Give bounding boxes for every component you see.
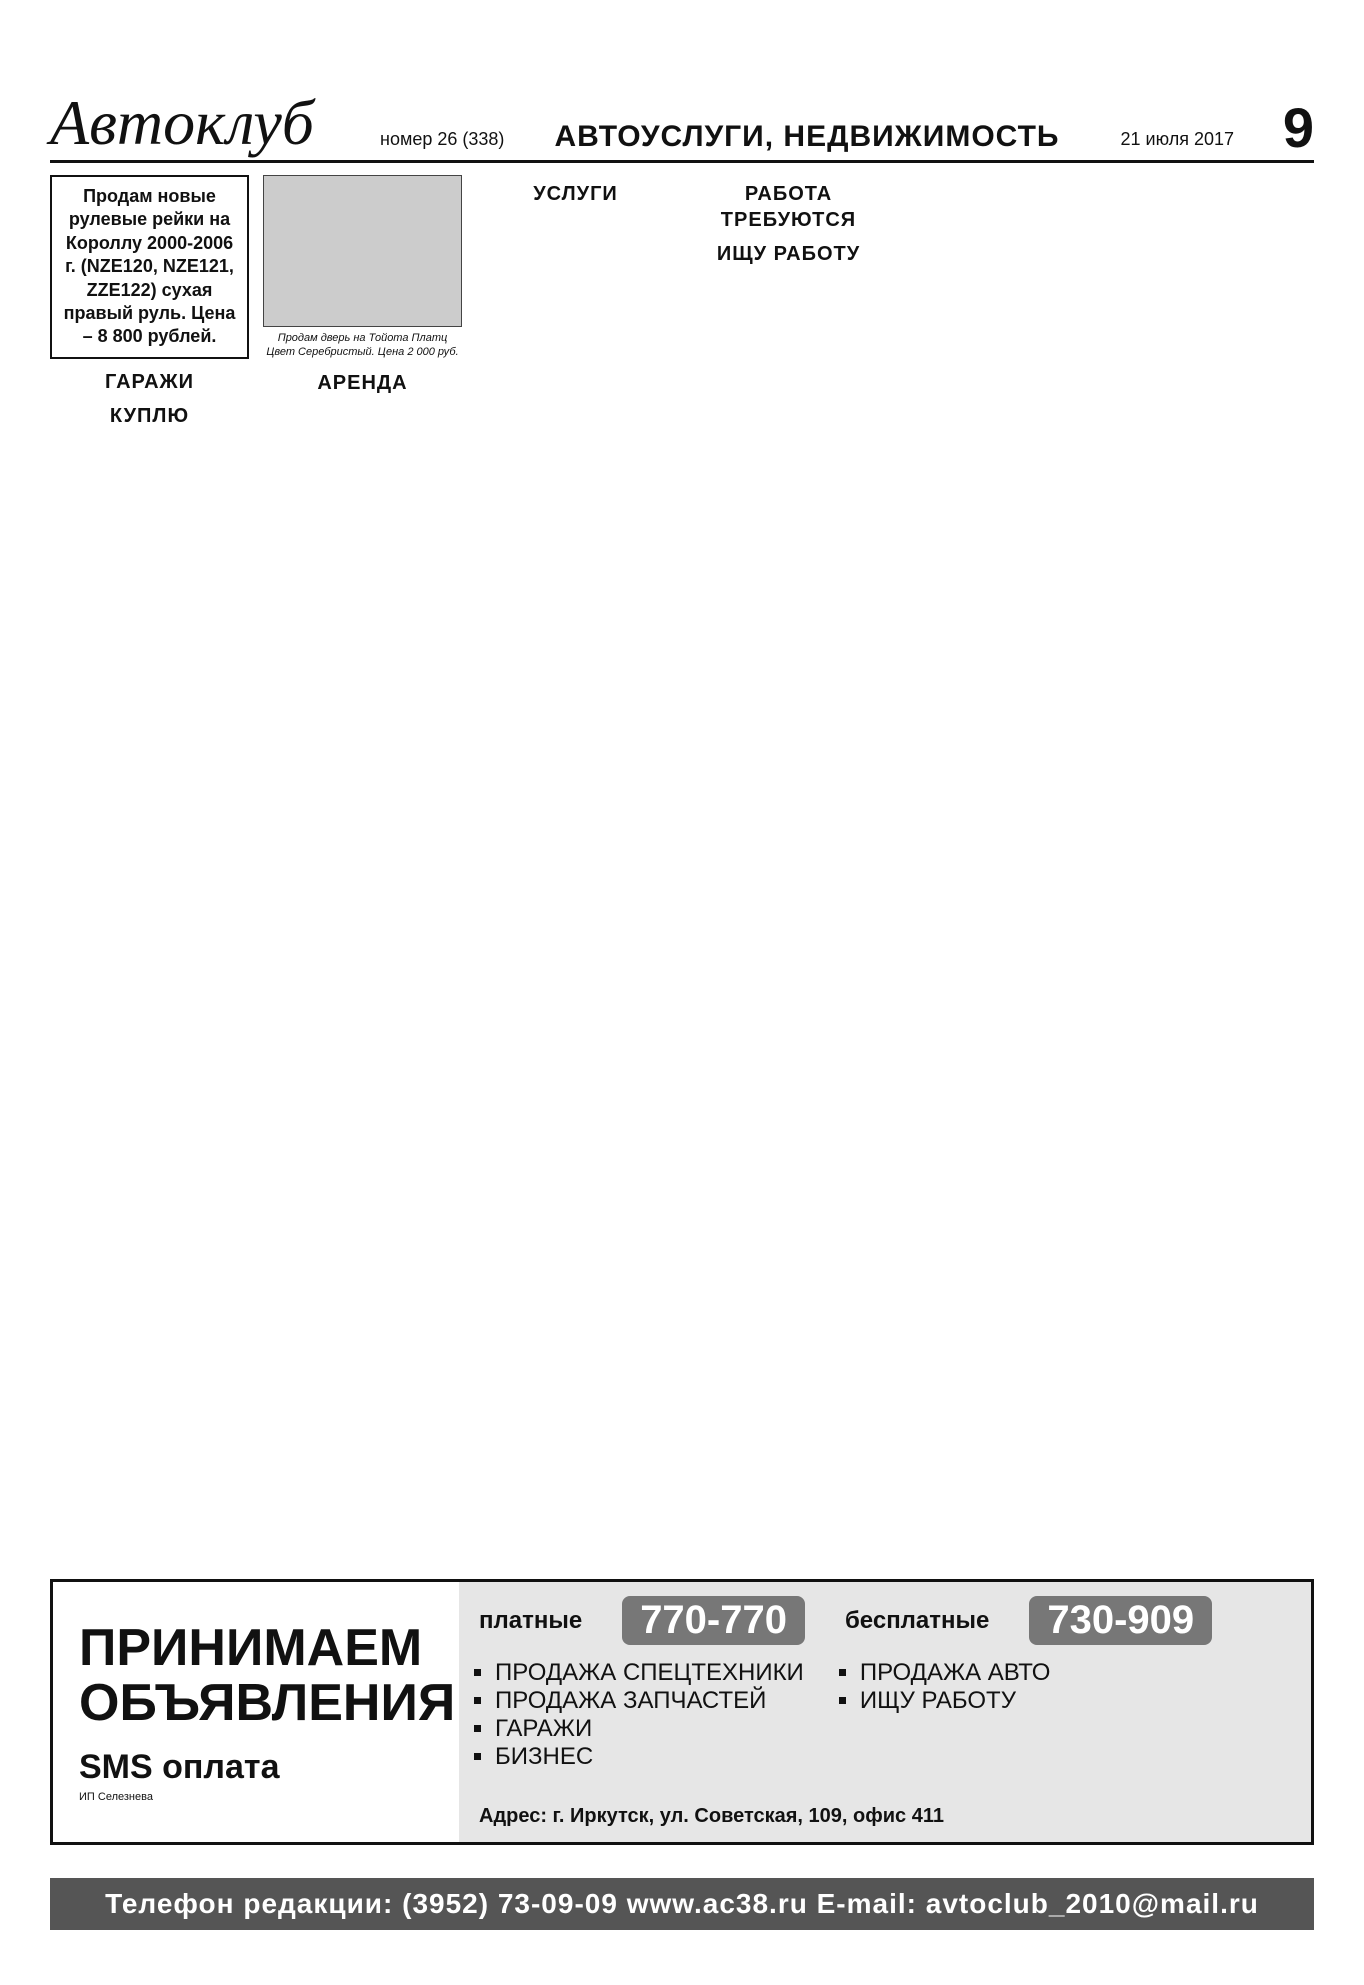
promo-address: Адрес: г. Иркутск, ул. Советская, 109, офис 411 [479, 1805, 944, 1827]
masthead [50, 40, 1314, 163]
boxed-ad: Продам новые рулевые рейки на Короллу 2000-2006 г. (NZE120, NZE121, ZZE122) сухая правый руль. Цена – 8 800 рублей. [50, 175, 249, 359]
column-2 [263, 175, 462, 1565]
promo-lists [479, 1659, 1291, 1771]
column-3 [476, 175, 675, 1565]
heading-buy: КУПЛЮ [109, 404, 190, 427]
free-list [844, 1659, 1051, 1771]
column-4 [689, 175, 888, 1565]
paid-phone: 770-770 [622, 1596, 805, 1645]
heading-jobs: РАБОТА ТРЕБУЮТСЯ [720, 183, 857, 231]
paid-item: ▪ ГАРАЖИ [495, 1715, 804, 1743]
column-1 [50, 175, 249, 1565]
paid-label: платные [479, 1606, 583, 1634]
paid-item: ▪ БИЗНЕС [495, 1743, 804, 1771]
promo-sms: SMS оплата [79, 1748, 280, 1787]
promo-phones [479, 1596, 1291, 1645]
logo: Автоклуб [50, 87, 314, 158]
paid-item: ▪ ПРОДАЖА СПЕЦТЕХНИКИ [495, 1659, 804, 1687]
paid-item: ▪ ПРОДАЖА ЗАПЧАСТЕЙ [495, 1687, 804, 1715]
door-photo [263, 175, 462, 327]
free-phone: 730-909 [1029, 1596, 1212, 1645]
paid-list [479, 1659, 804, 1771]
column-5 [902, 175, 1101, 1565]
footer-contacts: Телефон редакции: (3952) 73-09-09 www.ac38.ru E-mail: avtoclub_2010@mail.ru [50, 1878, 1314, 1930]
classifieds-columns [50, 163, 1314, 1565]
promo-right [459, 1582, 1311, 1842]
issue-date: 21 июля 2017 [1120, 129, 1234, 149]
promo-block [50, 1579, 1314, 1845]
heading-seek-work: ИЩУ РАБОТУ [716, 243, 861, 265]
column-6 [1115, 175, 1314, 1565]
section-title: АВТОУСЛУГИ, НЕДВИЖИМОСТЬ [554, 120, 1060, 153]
issue-number: номер 26 (338) [380, 129, 505, 149]
free-item: ▪ ИЩУ РАБОТУ [860, 1687, 1051, 1715]
free-label: бесплатные [844, 1606, 990, 1634]
page-number: 9 [1282, 96, 1314, 159]
heading-rent: АРЕНДА [317, 371, 408, 394]
free-item: ▪ ПРОДАЖА АВТО [860, 1659, 1051, 1687]
promo-title: ПРИНИМАЕМ ОБЪЯВЛЕНИЯ [79, 1618, 456, 1732]
heading-services: УСЛУГИ [533, 183, 618, 205]
heading-garages: ГАРАЖИ [105, 370, 194, 393]
photo-caption: Продам дверь на Тойота Платц Цвет Серебристый. Цена 2 000 руб. [266, 332, 459, 359]
promo-left [53, 1582, 459, 1842]
promo-credit: ИП Селезнева [79, 1791, 153, 1804]
